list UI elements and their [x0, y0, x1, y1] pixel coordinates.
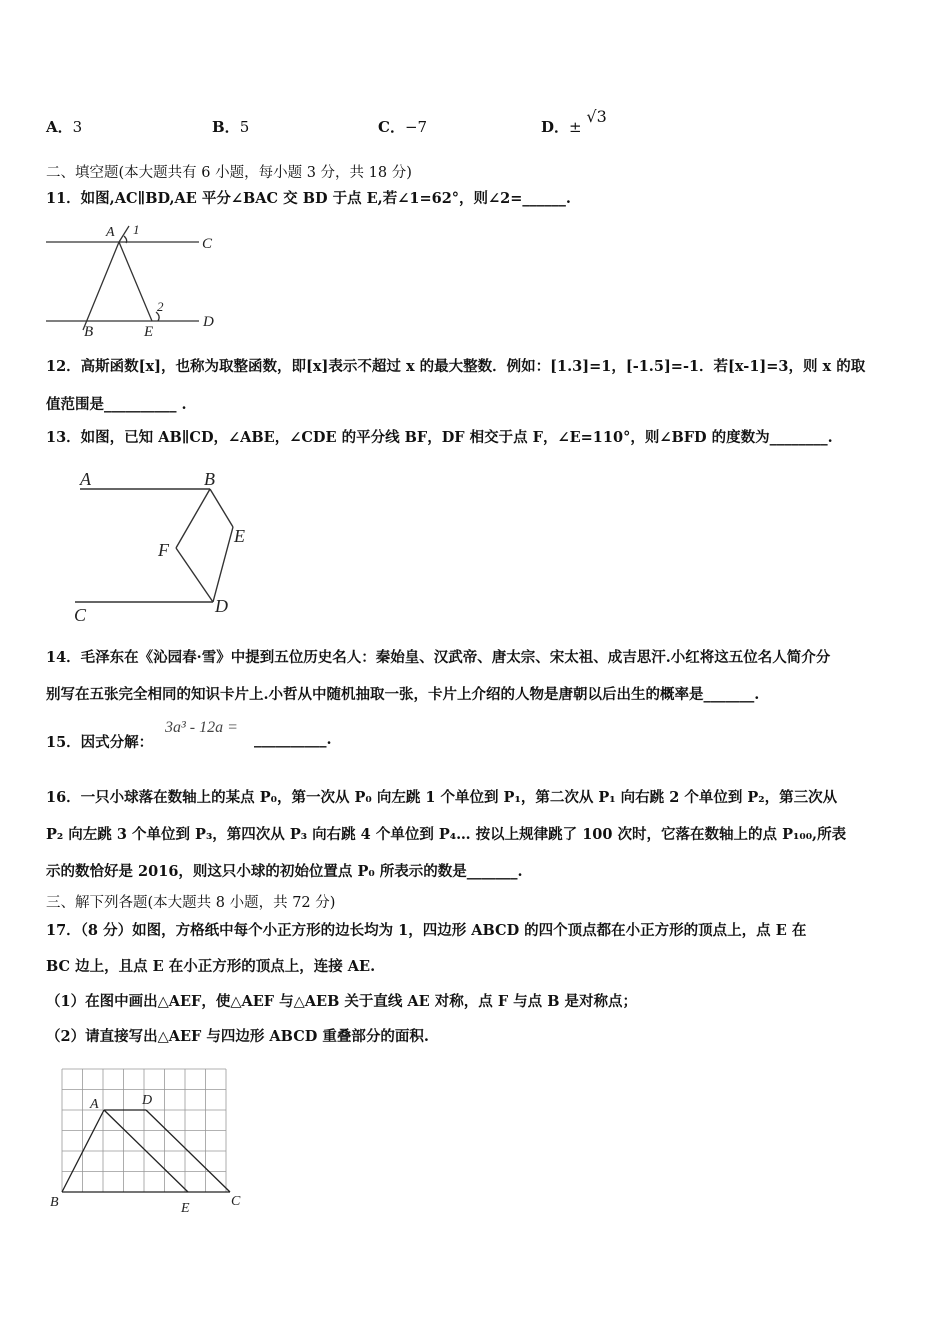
q17-part1: （1）在图中画出△AEF，使△AEF 与△AEB 关于直线 AE 对称，点 F 与点 B 是对称点；: [46, 993, 638, 1010]
q17-label-a: A: [90, 1097, 99, 1112]
q17-line2: BC 边上，且点 E 在小正方形的顶点上，连接 AE.: [46, 958, 376, 975]
q13-label-e: E: [234, 526, 245, 546]
choice-c-value: −7: [404, 118, 428, 136]
q11-label-a: A: [106, 225, 115, 240]
q13-label-c: C: [74, 605, 87, 625]
q12-line2: 值范围是__________ .: [46, 396, 187, 413]
q17-part2: （2）请直接写出△AEF 与四边形 ABCD 重叠部分的面积.: [46, 1028, 429, 1045]
q13-label-f: F: [158, 540, 169, 560]
q16-line2: P₂ 向左跳 3 个单位到 P₃，第四次从 P₃ 向右跳 4 个单位到 P₄… 按以上规律跳了 100 次时，它落在数轴上的点 P₁₀₀,所表: [46, 826, 847, 843]
q11-label-1: 1: [133, 222, 140, 237]
section2-heading: 二、填空题(本大题共有 6 小题，每小题 3 分，共 18 分): [46, 165, 412, 181]
q17-label-b: B: [50, 1195, 59, 1210]
q11-label-e: E: [144, 324, 154, 340]
choice-b-value: 5: [239, 118, 250, 136]
choice-a: A．3: [46, 118, 83, 136]
q13-text: 13．如图，已知 AB∥CD，∠ABE，∠CDE 的平分线 BF，DF 相交于点 F，∠E=110°，则∠BFD 的度数为________.: [46, 429, 833, 446]
q17-label-d: D: [142, 1093, 153, 1108]
choice-a-value: 3: [72, 118, 83, 136]
choice-d-radical: √3: [586, 107, 607, 126]
q11-label-c: C: [202, 236, 213, 252]
q15-expression: 3a³ - 12a =: [165, 719, 238, 736]
q11-label-b: B: [84, 324, 94, 340]
q15-blank: __________.: [254, 731, 332, 748]
q17-label-e: E: [181, 1201, 190, 1216]
q11-label-d: D: [203, 314, 214, 330]
q11-label-2: 2: [157, 299, 164, 314]
q13-label-d: D: [215, 596, 228, 616]
choice-c: C．−7: [378, 118, 428, 136]
q13-label-a: A: [80, 469, 91, 489]
choice-d: D．± √3: [541, 107, 607, 136]
q16-line3: 示的数恰好是 2016，则这只小球的初始位置点 P₀ 所表示的数是_______.: [46, 863, 523, 880]
section3-heading: 三、解下列各题(本大题共 8 小题，共 72 分): [46, 895, 336, 911]
q11-text: 11．如图,AC∥BD,AE 平分∠BAC 交 BD 于点 E,若∠1=62°，则∠2=______.: [46, 190, 571, 207]
q16-line1: 16．一只小球落在数轴上的某点 P₀，第一次从 P₀ 向左跳 1 个单位到 P₁，第二次从 P₁ 向右跳 2 个单位到 P₂，第三次从: [46, 789, 838, 806]
q14-line1: 14．毛泽东在《沁园春·雪》中提到五位历史名人：秦始皇、汉武帝、唐太宗、宋太祖、成吉思汗.小红将这五位名人简介分: [46, 649, 831, 666]
choice-d-value: ±: [569, 118, 582, 136]
q14-line2: 别写在五张完全相同的知识卡片上.小哲从中随机抽取一张，卡片上介绍的人物是唐朝以后出生的概率是_______.: [46, 686, 760, 703]
q12-line1: 12．高斯函数[x]，也称为取整函数，即[x]表示不超过 x 的最大整数．例如：[1.3]=1，[-1.5]=-1．若[x-1]=3，则 x 的取: [46, 358, 866, 375]
q17-line1: 17．（8 分）如图，方格纸中每个小正方形的边长均为 1，四边形 ABCD 的四个顶点都在小正方形的顶点上，点 E 在: [46, 922, 807, 939]
q15-label: 15．因式分解：: [46, 734, 154, 751]
q13-label-b: B: [204, 469, 215, 489]
q17-label-c: C: [231, 1194, 241, 1209]
choice-b: B．5: [212, 118, 250, 136]
